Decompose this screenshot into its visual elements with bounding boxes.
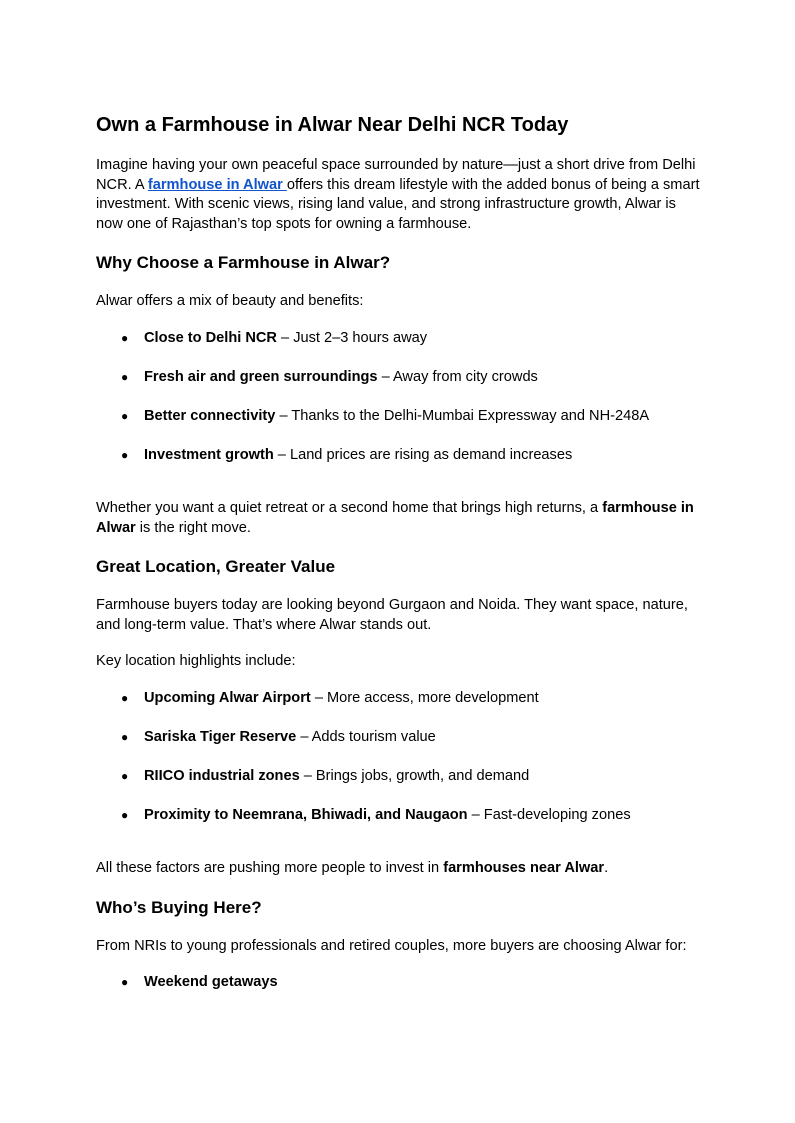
closing-bold: farmhouse in Alwar <box>96 500 694 536</box>
list-item <box>96 368 706 388</box>
list-item-bold: Sariska Tiger Reserve <box>144 728 297 745</box>
section1-closing <box>96 499 706 538</box>
bullet-icon: ● <box>121 975 129 989</box>
closing-text-before: All these factors are pushing more people to invest in <box>96 860 444 876</box>
list-item <box>96 407 706 427</box>
list-item <box>96 329 706 349</box>
intro-text-after-link: offers this dream lifestyle with the added bonus of being a smart investment. With scenic views, rising land value, and strong infrastructure growth, Alwar is now one of Rajasthan’s top spots for owning a farmhouse. <box>96 176 700 232</box>
list-item <box>96 689 706 709</box>
list-item-text: – Adds tourism value <box>296 728 436 745</box>
intro-paragraph <box>96 156 706 234</box>
list-item-text: – Fast-developing zones <box>467 806 631 823</box>
list-item-text: – Away from city crowds <box>377 368 538 385</box>
list-item <box>96 728 706 748</box>
closing-text-after: . <box>604 860 609 876</box>
bullet-icon: ● <box>121 408 129 423</box>
section2-paragraph: Farmhouse buyers today are looking beyond Gurgaon and Noida. They want space, nature, and long-term value. That’s where Alwar stands out. <box>96 597 688 633</box>
section3-lead: From NRIs to young professionals and retired couples, more buyers are choosing Alwar for: <box>96 937 687 954</box>
section1-list <box>96 329 706 466</box>
list-item-bold: Proximity to Neemrana, Bhiwadi, and Naugaon <box>144 806 468 823</box>
section1-heading: Why Choose a Farmhouse in Alwar? <box>96 253 391 272</box>
section3-heading: Who’s Buying Here? <box>96 897 262 917</box>
bullet-icon: ● <box>121 369 129 384</box>
section2-list <box>96 689 706 826</box>
list-item <box>96 973 706 993</box>
list-item <box>96 767 706 787</box>
list-item-bold: Investment growth <box>144 446 274 463</box>
list-item-text: – Land prices are rising as demand increases <box>273 446 573 463</box>
farmhouse-in-alwar-link[interactable]: farmhouse in Alwar <box>147 176 287 193</box>
list-item-text: – More access, more development <box>310 689 539 706</box>
closing-text-after: is the right move. <box>135 519 251 536</box>
closing-text-before: Whether you want a quiet retreat or a second home that brings high returns, a <box>96 500 603 516</box>
intro-text-before-link: Imagine having your own peaceful space surrounded by nature—just a short drive from Delhi NCR. A <box>96 157 696 193</box>
closing-bold: farmhouses near Alwar <box>443 860 605 876</box>
list-item-bold: Weekend getaways <box>144 974 278 990</box>
bullet-icon: ● <box>121 447 129 462</box>
bullet-icon: ● <box>121 690 129 705</box>
section2-lead: Key location highlights include: <box>96 653 296 669</box>
list-item-bold: RIICO industrial zones <box>144 767 300 784</box>
bullet-icon: ● <box>121 807 129 822</box>
list-item-text: – Brings jobs, growth, and demand <box>299 767 530 784</box>
bullet-icon: ● <box>121 768 129 783</box>
list-item <box>96 806 706 826</box>
list-item-bold: Better connectivity <box>144 407 276 424</box>
list-item-bold: Upcoming Alwar Airport <box>144 689 311 706</box>
document-page <box>96 111 706 1012</box>
list-item <box>96 446 706 466</box>
list-item-text: – Just 2–3 hours away <box>276 329 428 346</box>
page-title: Own a Farmhouse in Alwar Near Delhi NCR Today <box>96 114 569 136</box>
list-item-bold: Close to Delhi NCR <box>144 329 277 346</box>
list-item-text: – Thanks to the Delhi-Mumbai Expressway and NH-248A <box>275 407 650 424</box>
bullet-icon: ● <box>121 729 129 744</box>
section2-closing <box>96 859 706 879</box>
list-item-bold: Fresh air and green surroundings <box>144 368 378 385</box>
section3-list <box>96 973 706 993</box>
section2-heading: Great Location, Greater Value <box>96 557 336 576</box>
section1-lead: Alwar offers a mix of beauty and benefits: <box>96 293 364 309</box>
bullet-icon: ● <box>121 330 129 345</box>
